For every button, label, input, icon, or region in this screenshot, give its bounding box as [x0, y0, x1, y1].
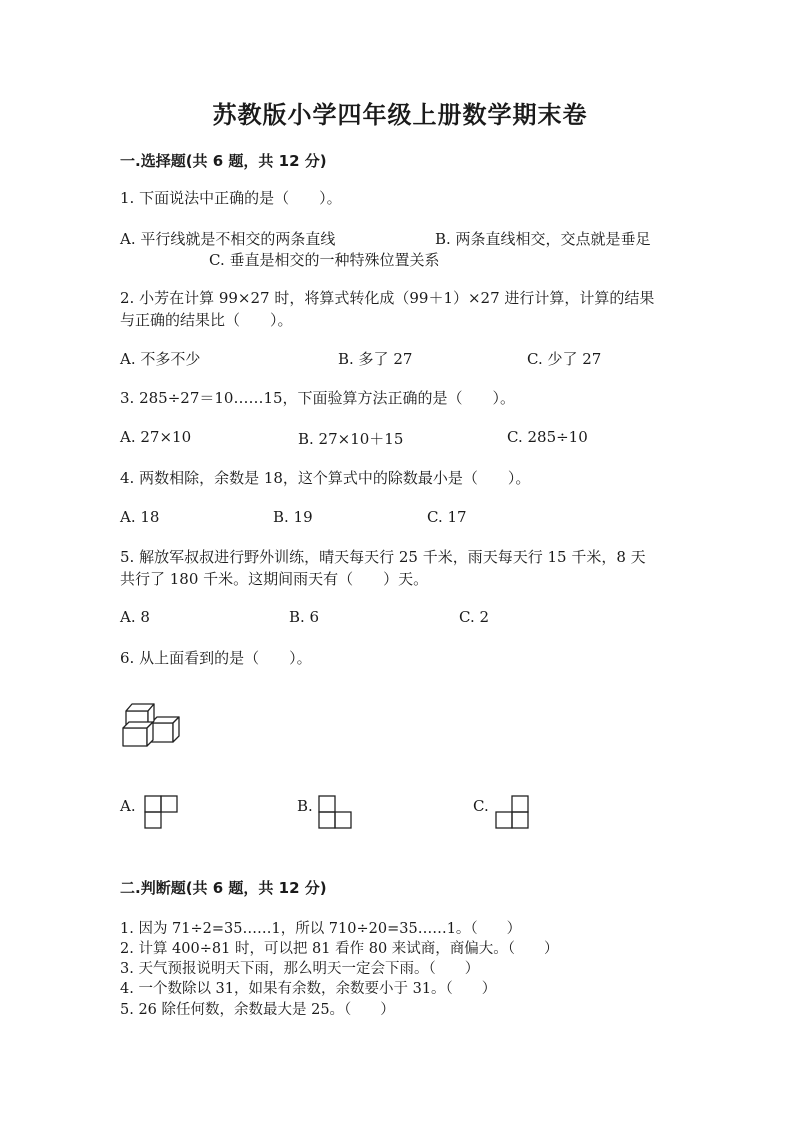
q2-option-a: A. 不多不少: [120, 350, 201, 368]
question-1: 1. 下面说法中正确的是（ ）。: [120, 189, 342, 207]
q1-option-c: C. 垂直是相交的一种特殊位置关系: [209, 251, 440, 269]
q1-option-a: A. 平行线就是不相交的两条直线: [120, 230, 336, 248]
q6-option-b-label: B.: [297, 797, 313, 815]
q6-option-c-label: C.: [473, 797, 489, 815]
section-heading-judgment: 二.判断题(共 6 题，共 12 分): [120, 879, 327, 897]
q1-option-b: B. 两条直线相交，交点就是垂足: [435, 230, 651, 248]
q3-option-a: A. 27×10: [120, 428, 192, 446]
q4-option-a: A. 18: [120, 508, 160, 526]
cube-stack-figure: [118, 700, 184, 750]
question-5-line-1: 5. 解放军叔叔进行野外训练，晴天每天行 25 千米，雨天每天行 15 千米，8 天: [120, 548, 646, 566]
q4-option-b: B. 19: [273, 508, 313, 526]
judgment-item-5: 5. 26 除任何数，余数最大是 25。（ ）: [120, 1002, 395, 1018]
q3-option-c: C. 285÷10: [507, 428, 588, 446]
judgment-item-1: 1. 因为 71÷2=35……1，所以 710÷20=35……1。（ ）: [120, 921, 522, 937]
q5-option-a: A. 8: [120, 608, 150, 626]
q3-option-b: B. 27×10＋15: [298, 430, 404, 448]
q6-option-b-figure: [317, 794, 353, 830]
question-5-line-2: 共行了 180 千米。这期间雨天有（ ）天。: [120, 570, 429, 588]
question-2-line-1: 2. 小芳在计算 99×27 时，将算式转化成（99＋1）×27 进行计算，计算的结果: [120, 289, 655, 307]
q2-option-c: C. 少了 27: [527, 350, 602, 368]
section-heading-choice: 一.选择题(共 6 题，共 12 分): [120, 152, 327, 170]
question-2-line-2: 与正确的结果比（ ）。: [120, 311, 293, 329]
judgment-item-4: 4. 一个数除以 31，如果有余数，余数要小于 31。（ ）: [120, 981, 497, 997]
question-6: 6. 从上面看到的是（ ）。: [120, 649, 312, 667]
q6-option-c-figure: [494, 794, 530, 830]
q5-option-c: C. 2: [459, 608, 490, 626]
judgment-item-3: 3. 天气预报说明天下雨，那么明天一定会下雨。（ ）: [120, 961, 480, 977]
q6-option-a-figure: [143, 794, 179, 830]
q5-option-b: B. 6: [289, 608, 320, 626]
judgment-item-2: 2. 计算 400÷81 时，可以把 81 看作 80 来试商，商偏大。（ ）: [120, 941, 559, 957]
q4-option-c: C. 17: [427, 508, 467, 526]
q6-option-a-label: A.: [120, 797, 136, 815]
exam-title: 苏教版小学四年级上册数学期末卷: [212, 100, 588, 129]
q2-option-b: B. 多了 27: [338, 350, 413, 368]
question-3: 3. 285÷27＝10……15，下面验算方法正确的是（ ）。: [120, 389, 516, 407]
question-4: 4. 两数相除，余数是 18，这个算式中的除数最小是（ ）。: [120, 469, 531, 487]
